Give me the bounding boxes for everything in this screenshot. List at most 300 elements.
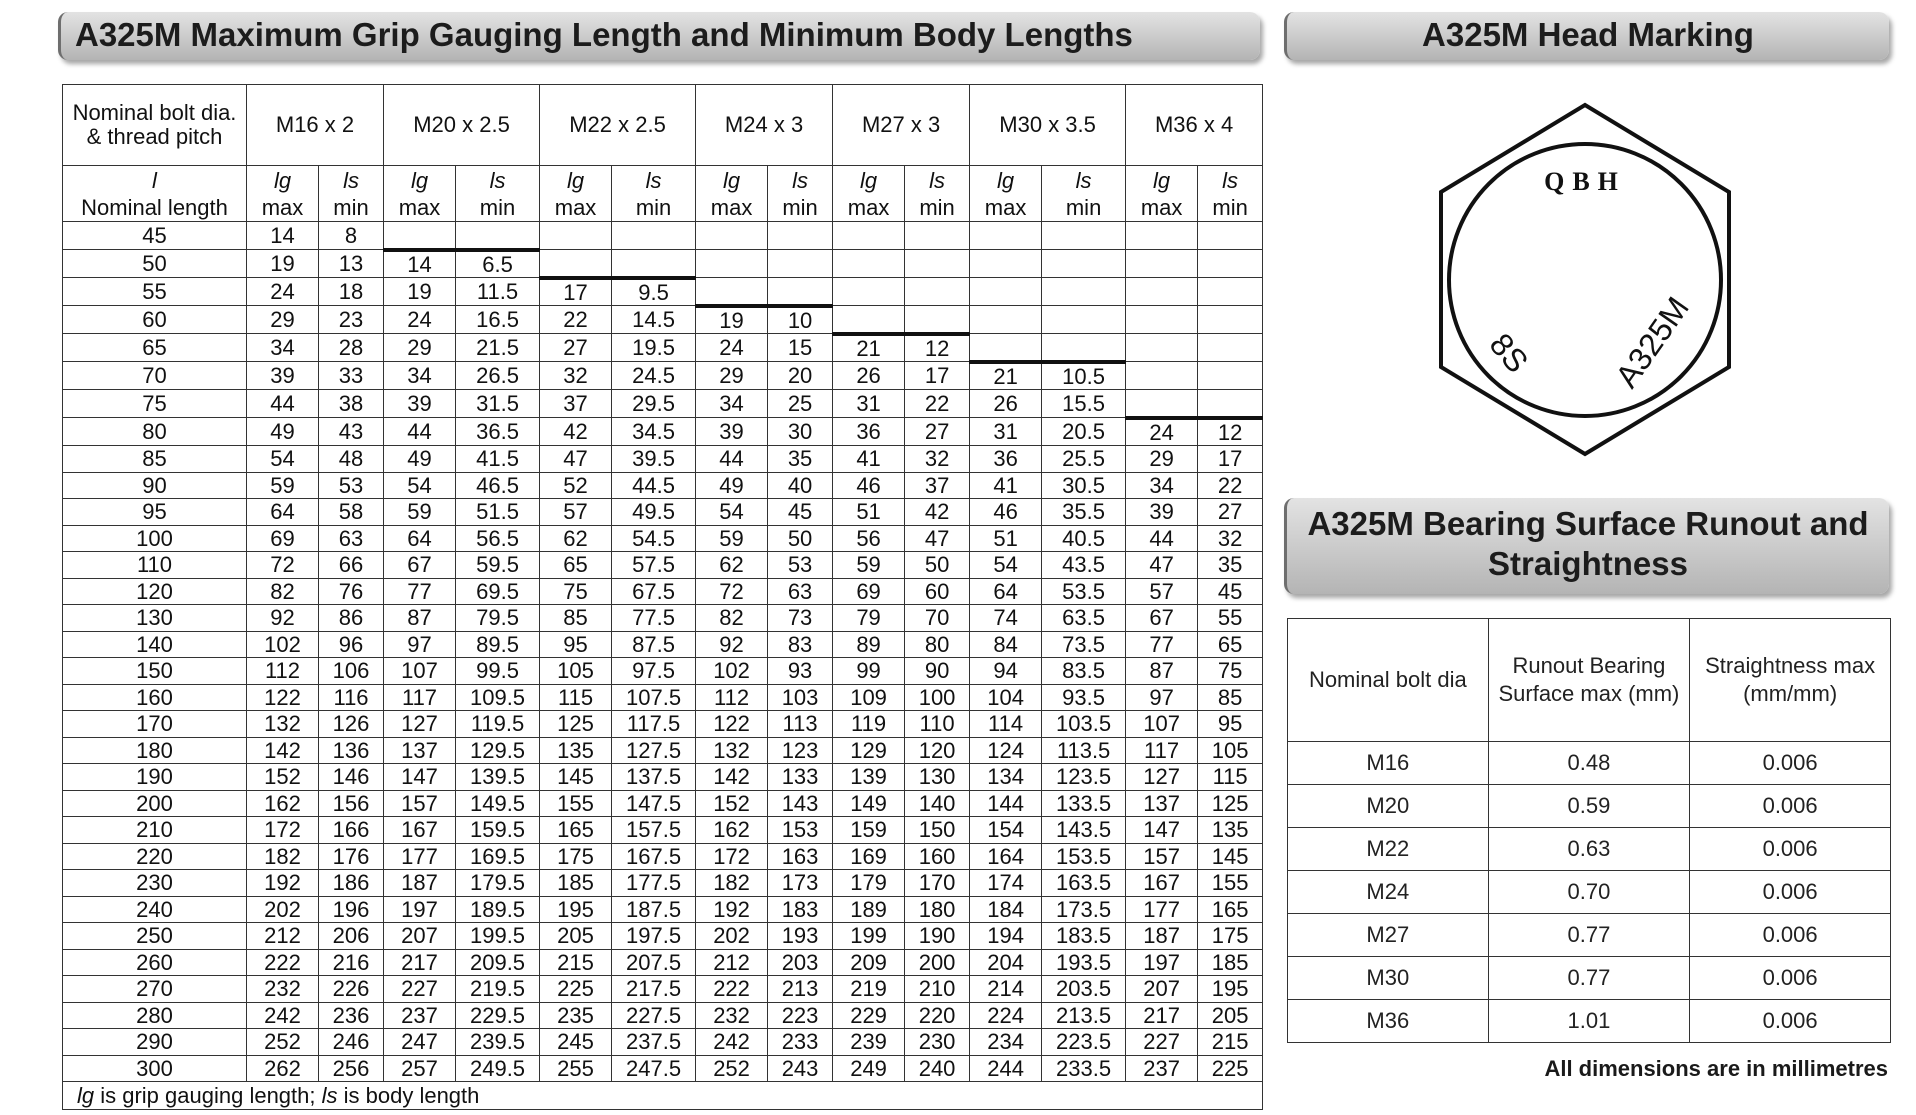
table-cell: 35 bbox=[1198, 552, 1263, 579]
table-cell: 49 bbox=[384, 446, 456, 473]
table-cell bbox=[1198, 222, 1263, 250]
table-cell bbox=[1126, 222, 1198, 250]
table-row bbox=[1288, 871, 1891, 914]
table-cell: 75 bbox=[540, 578, 612, 605]
nominal-length-cell: 250 bbox=[63, 923, 247, 950]
table-cell: 0.006 bbox=[1690, 1000, 1891, 1043]
table-cell: 62 bbox=[696, 552, 768, 579]
table-cell bbox=[970, 306, 1042, 334]
table-cell: 206 bbox=[319, 923, 384, 950]
table-cell bbox=[1198, 390, 1263, 418]
nominal-length-cell: 270 bbox=[63, 976, 247, 1003]
table-cell: 89.5 bbox=[456, 631, 540, 658]
table-row bbox=[63, 362, 1263, 390]
min-label: min bbox=[1212, 194, 1248, 220]
table-row bbox=[63, 764, 1263, 791]
table-cell: 210 bbox=[905, 976, 970, 1003]
table-cell: 59.5 bbox=[456, 552, 540, 579]
table-cell: 163.5 bbox=[1042, 870, 1126, 897]
table-cell: 54 bbox=[696, 499, 768, 526]
runout-header: Runout Bearing Surface max (mm) bbox=[1488, 619, 1690, 742]
table-cell: 227 bbox=[384, 976, 456, 1003]
table-cell: 57 bbox=[1126, 578, 1198, 605]
table-cell: 21.5 bbox=[456, 334, 540, 362]
table-cell: 175 bbox=[1198, 923, 1263, 950]
table-cell: 59 bbox=[247, 472, 319, 499]
table-row bbox=[63, 306, 1263, 334]
table-cell: 40 bbox=[768, 472, 833, 499]
table-cell: 139 bbox=[833, 764, 905, 791]
table-cell: 58 bbox=[319, 499, 384, 526]
table-cell: 44 bbox=[1126, 525, 1198, 552]
table-cell: 95 bbox=[1198, 711, 1263, 738]
max-label: max bbox=[710, 194, 753, 220]
table-cell bbox=[1042, 278, 1126, 306]
table-cell: 102 bbox=[247, 631, 319, 658]
table-cell: 45 bbox=[1198, 578, 1263, 605]
table-cell: 193 bbox=[768, 923, 833, 950]
table-cell: 135 bbox=[540, 737, 612, 764]
table-cell: 24 bbox=[247, 278, 319, 306]
table-cell: 29.5 bbox=[612, 390, 696, 418]
table-cell: 45 bbox=[768, 499, 833, 526]
table-cell bbox=[905, 222, 970, 250]
table-cell: 26.5 bbox=[456, 362, 540, 390]
table-cell: 215 bbox=[1198, 1029, 1263, 1056]
lg-symbol: lg bbox=[410, 167, 429, 193]
min-label: min bbox=[1065, 194, 1102, 220]
table-cell: 217 bbox=[1126, 1002, 1198, 1029]
table-cell: 207 bbox=[384, 923, 456, 950]
table-cell: 29 bbox=[384, 334, 456, 362]
table-cell: 34 bbox=[247, 334, 319, 362]
table-row bbox=[63, 896, 1263, 923]
table-cell: 93.5 bbox=[1042, 684, 1126, 711]
table-cell: 59 bbox=[833, 552, 905, 579]
footnote-text: is grip gauging length; bbox=[94, 1082, 322, 1108]
table-cell: 109.5 bbox=[456, 684, 540, 711]
table-cell: 199.5 bbox=[456, 923, 540, 950]
table-cell: 227 bbox=[1126, 1029, 1198, 1056]
table-cell: 190 bbox=[905, 923, 970, 950]
table-cell: 123 bbox=[768, 737, 833, 764]
table-cell bbox=[970, 278, 1042, 306]
table-row bbox=[63, 499, 1263, 526]
table-cell: 64 bbox=[384, 525, 456, 552]
table-row bbox=[63, 949, 1263, 976]
table-cell: 17 bbox=[905, 362, 970, 390]
table-cell: 35 bbox=[768, 446, 833, 473]
table-cell: 149 bbox=[833, 790, 905, 817]
table-cell: 109 bbox=[833, 684, 905, 711]
table-cell bbox=[1042, 250, 1126, 278]
table-cell: 26 bbox=[833, 362, 905, 390]
table-row bbox=[63, 870, 1263, 897]
table-cell: 10.5 bbox=[1042, 362, 1126, 390]
table-cell: 172 bbox=[247, 817, 319, 844]
table-cell: 205 bbox=[540, 923, 612, 950]
main-title: A325M Maximum Grip Gauging Length and Minimum Body Lengths bbox=[75, 16, 1133, 53]
table-cell: 36 bbox=[970, 446, 1042, 473]
table-cell: 115 bbox=[540, 684, 612, 711]
table-cell: 0.006 bbox=[1690, 957, 1891, 1000]
table-cell: 129.5 bbox=[456, 737, 540, 764]
table-cell: 233.5 bbox=[1042, 1055, 1126, 1082]
table-cell: 29 bbox=[247, 306, 319, 334]
table-cell: 189.5 bbox=[456, 896, 540, 923]
nominal-length-cell: 55 bbox=[63, 278, 247, 306]
table-cell: 152 bbox=[247, 764, 319, 791]
table-cell: 97 bbox=[384, 631, 456, 658]
table-cell bbox=[833, 306, 905, 334]
subheader-row bbox=[63, 166, 1263, 222]
table-cell: 72 bbox=[247, 552, 319, 579]
table-cell: 94 bbox=[970, 658, 1042, 685]
table-cell: 179 bbox=[833, 870, 905, 897]
table-row bbox=[63, 334, 1263, 362]
table-cell: 134 bbox=[970, 764, 1042, 791]
table-cell: 153 bbox=[768, 817, 833, 844]
table-cell bbox=[833, 250, 905, 278]
lg-symbol: lg bbox=[722, 167, 741, 193]
table-cell: 247 bbox=[384, 1029, 456, 1056]
table-cell: 212 bbox=[696, 949, 768, 976]
min-label: min bbox=[635, 194, 672, 220]
table-cell: 72 bbox=[696, 578, 768, 605]
table-cell: 144 bbox=[970, 790, 1042, 817]
table-cell: 11.5 bbox=[456, 278, 540, 306]
table-cell: 169.5 bbox=[456, 843, 540, 870]
table-cell: 167 bbox=[1126, 870, 1198, 897]
table-cell: 113.5 bbox=[1042, 737, 1126, 764]
table-cell: 69.5 bbox=[456, 578, 540, 605]
table-cell bbox=[905, 306, 970, 334]
table-cell: 226 bbox=[319, 976, 384, 1003]
table-cell: 213 bbox=[768, 976, 833, 1003]
min-label: min bbox=[782, 194, 818, 220]
table-cell: 47 bbox=[1126, 552, 1198, 579]
table-cell: 73 bbox=[768, 605, 833, 632]
length-symbol: l bbox=[152, 167, 157, 193]
table-cell: 237.5 bbox=[612, 1029, 696, 1056]
table-cell: 34 bbox=[1126, 472, 1198, 499]
table-cell: 16.5 bbox=[456, 306, 540, 334]
corner-header: Nominal bolt dia. & thread pitch bbox=[63, 85, 247, 166]
table-cell: 73.5 bbox=[1042, 631, 1126, 658]
size-header: M16 x 2 bbox=[247, 85, 384, 166]
size-header: M30 x 3.5 bbox=[970, 85, 1126, 166]
table-cell: 169 bbox=[833, 843, 905, 870]
table-cell: 137.5 bbox=[612, 764, 696, 791]
table-cell: M30 bbox=[1288, 957, 1489, 1000]
table-cell: 252 bbox=[696, 1055, 768, 1082]
table-cell: 0.006 bbox=[1690, 828, 1891, 871]
table-row bbox=[63, 737, 1263, 764]
nominal-length-cell: 95 bbox=[63, 499, 247, 526]
table-cell: 157 bbox=[384, 790, 456, 817]
lg-subheader bbox=[1126, 166, 1198, 222]
table-cell: 146 bbox=[319, 764, 384, 791]
table-cell: 195 bbox=[540, 896, 612, 923]
table-cell: 65 bbox=[540, 552, 612, 579]
table-cell: 233 bbox=[768, 1029, 833, 1056]
table-cell: 132 bbox=[696, 737, 768, 764]
table-cell: 197 bbox=[384, 896, 456, 923]
table-cell bbox=[833, 222, 905, 250]
table-cell: 165 bbox=[1198, 896, 1263, 923]
table-cell: 119 bbox=[833, 711, 905, 738]
table-cell bbox=[540, 222, 612, 250]
table-cell: 230 bbox=[905, 1029, 970, 1056]
table-row bbox=[63, 711, 1263, 738]
size-header: M24 x 3 bbox=[696, 85, 833, 166]
runout-header: Nominal bolt dia bbox=[1288, 619, 1489, 742]
table-cell: 30 bbox=[768, 418, 833, 446]
table-cell: 1.01 bbox=[1488, 1000, 1690, 1043]
lg-subheader bbox=[970, 166, 1042, 222]
runout-title-line2: Straightness bbox=[1488, 545, 1688, 582]
nominal-length-cell: 60 bbox=[63, 306, 247, 334]
table-cell: 157 bbox=[1126, 843, 1198, 870]
ls-subheader bbox=[768, 166, 833, 222]
length-label: Nominal length bbox=[81, 194, 228, 220]
table-cell: 39.5 bbox=[612, 446, 696, 473]
table-cell: 79 bbox=[833, 605, 905, 632]
table-cell: 31 bbox=[833, 390, 905, 418]
runout-title-banner bbox=[1284, 498, 1889, 594]
table-cell: 104 bbox=[970, 684, 1042, 711]
nominal-length-cell: 280 bbox=[63, 1002, 247, 1029]
ls-symbol: ls bbox=[929, 167, 946, 193]
table-cell: 87.5 bbox=[612, 631, 696, 658]
table-cell: 22 bbox=[1198, 472, 1263, 499]
table-cell: 29 bbox=[696, 362, 768, 390]
table-cell: 177 bbox=[1126, 896, 1198, 923]
table-cell: 69 bbox=[247, 525, 319, 552]
table-cell: M24 bbox=[1288, 871, 1489, 914]
table-cell: 197 bbox=[1126, 949, 1198, 976]
max-label: max bbox=[398, 194, 441, 220]
table-cell: 46.5 bbox=[456, 472, 540, 499]
table-cell: 14.5 bbox=[612, 306, 696, 334]
table-cell: 77 bbox=[384, 578, 456, 605]
table-cell: 196 bbox=[319, 896, 384, 923]
table-cell: 34 bbox=[696, 390, 768, 418]
table-cell: 189 bbox=[833, 896, 905, 923]
table-cell: 164 bbox=[970, 843, 1042, 870]
table-cell: 197.5 bbox=[612, 923, 696, 950]
table-cell: 46 bbox=[833, 472, 905, 499]
table-cell: 42 bbox=[905, 499, 970, 526]
table-cell: 49.5 bbox=[612, 499, 696, 526]
table-cell: 63.5 bbox=[1042, 605, 1126, 632]
table-cell: 95 bbox=[540, 631, 612, 658]
table-cell: 21 bbox=[833, 334, 905, 362]
size-header: M27 x 3 bbox=[833, 85, 970, 166]
table-cell: 84 bbox=[970, 631, 1042, 658]
head-marking-title: A325M Head Marking bbox=[1422, 16, 1754, 53]
table-cell: 223.5 bbox=[1042, 1029, 1126, 1056]
table-cell: 240 bbox=[905, 1055, 970, 1082]
table-row bbox=[63, 843, 1263, 870]
table-cell bbox=[1198, 250, 1263, 278]
table-cell: 82 bbox=[696, 605, 768, 632]
table-row bbox=[1288, 957, 1891, 1000]
ls-subheader bbox=[1198, 166, 1263, 222]
table-cell: 82 bbox=[247, 578, 319, 605]
table-cell: 143.5 bbox=[1042, 817, 1126, 844]
grip-footnote bbox=[63, 1082, 1263, 1110]
footnote-lg-symbol: lg bbox=[77, 1082, 95, 1108]
table-cell: 257 bbox=[384, 1055, 456, 1082]
nominal-length-cell: 50 bbox=[63, 250, 247, 278]
table-cell: 32 bbox=[1198, 525, 1263, 552]
table-cell: 244 bbox=[970, 1055, 1042, 1082]
table-row bbox=[63, 631, 1263, 658]
table-cell: 175 bbox=[540, 843, 612, 870]
table-cell: 183.5 bbox=[1042, 923, 1126, 950]
table-cell: 207 bbox=[1126, 976, 1198, 1003]
table-cell: 186 bbox=[319, 870, 384, 897]
table-cell: 30.5 bbox=[1042, 472, 1126, 499]
table-cell: 69 bbox=[833, 578, 905, 605]
table-row bbox=[1288, 742, 1891, 785]
table-cell: 19 bbox=[247, 250, 319, 278]
table-cell: 37 bbox=[540, 390, 612, 418]
table-cell: 0.77 bbox=[1488, 914, 1690, 957]
table-cell: 51 bbox=[833, 499, 905, 526]
table-cell: 127 bbox=[1126, 764, 1198, 791]
table-cell: 0.006 bbox=[1690, 742, 1891, 785]
table-cell: 185 bbox=[1198, 949, 1263, 976]
table-cell: 227.5 bbox=[612, 1002, 696, 1029]
table-cell: 187 bbox=[384, 870, 456, 897]
table-cell: 142 bbox=[247, 737, 319, 764]
table-cell: 174 bbox=[970, 870, 1042, 897]
table-cell: 157.5 bbox=[612, 817, 696, 844]
table-cell: 92 bbox=[696, 631, 768, 658]
table-cell bbox=[1042, 334, 1126, 362]
table-cell: 209.5 bbox=[456, 949, 540, 976]
max-label: max bbox=[984, 194, 1027, 220]
table-cell: 236 bbox=[319, 1002, 384, 1029]
nominal-length-cell: 160 bbox=[63, 684, 247, 711]
table-cell: 0.63 bbox=[1488, 828, 1690, 871]
table-cell: 159.5 bbox=[456, 817, 540, 844]
table-cell: 27 bbox=[1198, 499, 1263, 526]
table-cell: 222 bbox=[696, 976, 768, 1003]
table-cell: 6.5 bbox=[456, 250, 540, 278]
table-cell: 199 bbox=[833, 923, 905, 950]
lg-subheader bbox=[384, 166, 456, 222]
table-cell: 48 bbox=[319, 446, 384, 473]
grade-mark: 8S bbox=[1482, 326, 1536, 380]
table-cell: 217 bbox=[384, 949, 456, 976]
table-cell: 237 bbox=[1126, 1055, 1198, 1082]
table-cell: 41.5 bbox=[456, 446, 540, 473]
table-cell: 119.5 bbox=[456, 711, 540, 738]
table-cell: M16 bbox=[1288, 742, 1489, 785]
table-cell: 219.5 bbox=[456, 976, 540, 1003]
table-row bbox=[63, 222, 1263, 250]
table-cell bbox=[1126, 362, 1198, 390]
table-cell: 249.5 bbox=[456, 1055, 540, 1082]
table-cell: 147.5 bbox=[612, 790, 696, 817]
table-cell: 137 bbox=[1126, 790, 1198, 817]
table-cell: 115 bbox=[1198, 764, 1263, 791]
runout-table-body bbox=[1288, 742, 1891, 1043]
ls-symbol: ls bbox=[1222, 167, 1239, 193]
nominal-length-cell: 100 bbox=[63, 525, 247, 552]
table-cell: 232 bbox=[247, 976, 319, 1003]
table-cell: 145 bbox=[540, 764, 612, 791]
table-cell: 187.5 bbox=[612, 896, 696, 923]
table-cell: 9.5 bbox=[612, 278, 696, 306]
table-cell: 36.5 bbox=[456, 418, 540, 446]
table-cell: 200 bbox=[905, 949, 970, 976]
table-cell: 0.006 bbox=[1690, 785, 1891, 828]
table-cell: 235 bbox=[540, 1002, 612, 1029]
nominal-length-cell: 80 bbox=[63, 418, 247, 446]
nominal-length-cell: 170 bbox=[63, 711, 247, 738]
table-cell: 0.77 bbox=[1488, 957, 1690, 1000]
max-label: max bbox=[261, 194, 304, 220]
table-cell: 179.5 bbox=[456, 870, 540, 897]
table-row bbox=[63, 1029, 1263, 1056]
grip-length-table bbox=[62, 84, 1263, 1110]
table-cell: 57.5 bbox=[612, 552, 696, 579]
table-cell: 31 bbox=[970, 418, 1042, 446]
table-cell: 60 bbox=[905, 578, 970, 605]
table-cell bbox=[696, 278, 768, 306]
table-row bbox=[63, 1002, 1263, 1029]
table-cell: 29 bbox=[1126, 446, 1198, 473]
table-cell bbox=[384, 222, 456, 250]
table-cell: 135 bbox=[1198, 817, 1263, 844]
table-cell: 176 bbox=[319, 843, 384, 870]
manufacturer-mark: QBH bbox=[1544, 167, 1626, 196]
table-cell: 249 bbox=[833, 1055, 905, 1082]
table-cell: 96 bbox=[319, 631, 384, 658]
table-cell: 24 bbox=[696, 334, 768, 362]
min-label: min bbox=[919, 194, 955, 220]
grip-table-body bbox=[63, 222, 1263, 1082]
table-cell: 39 bbox=[247, 362, 319, 390]
table-cell: 53.5 bbox=[1042, 578, 1126, 605]
table-cell bbox=[1126, 390, 1198, 418]
table-cell: 100 bbox=[905, 684, 970, 711]
table-cell: 212 bbox=[247, 923, 319, 950]
table-cell: 167.5 bbox=[612, 843, 696, 870]
ls-symbol: ls bbox=[489, 167, 506, 193]
table-cell: 204 bbox=[970, 949, 1042, 976]
table-cell: 43.5 bbox=[1042, 552, 1126, 579]
table-cell: 125 bbox=[540, 711, 612, 738]
table-cell: 184 bbox=[970, 896, 1042, 923]
table-cell: 32 bbox=[905, 446, 970, 473]
table-cell: 33 bbox=[319, 362, 384, 390]
table-cell: 247.5 bbox=[612, 1055, 696, 1082]
table-cell: 219 bbox=[833, 976, 905, 1003]
table-cell: 50 bbox=[768, 525, 833, 552]
table-row bbox=[63, 923, 1263, 950]
table-cell: 114 bbox=[970, 711, 1042, 738]
table-cell: 120 bbox=[905, 737, 970, 764]
table-cell: 126 bbox=[319, 711, 384, 738]
table-row bbox=[63, 658, 1263, 685]
nominal-length-cell: 90 bbox=[63, 472, 247, 499]
table-cell: 110 bbox=[905, 711, 970, 738]
